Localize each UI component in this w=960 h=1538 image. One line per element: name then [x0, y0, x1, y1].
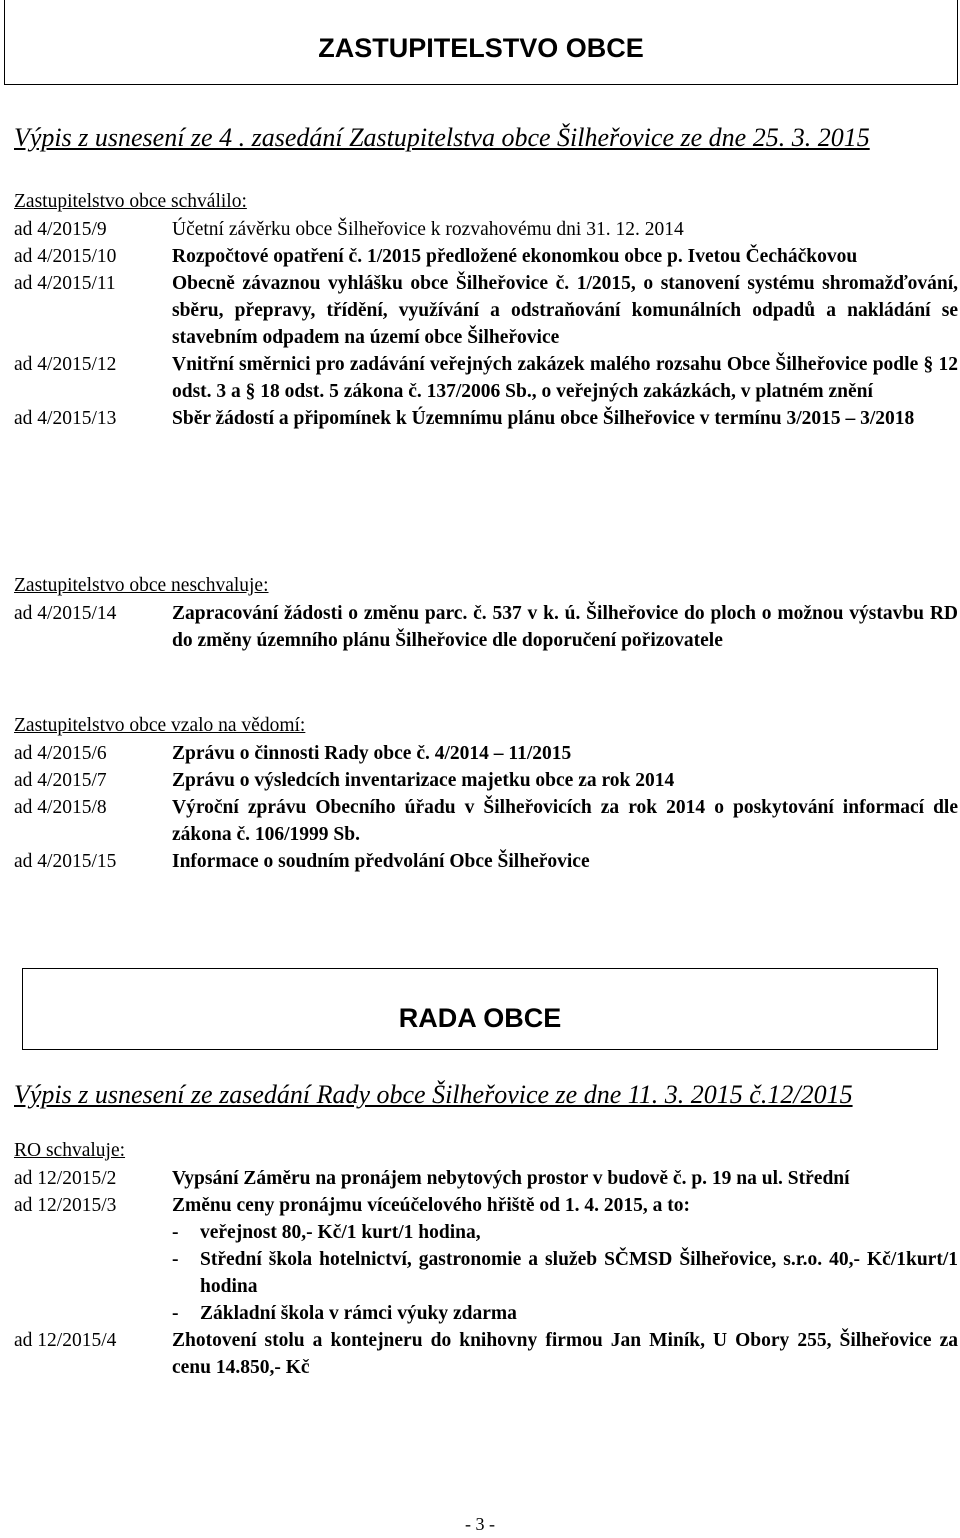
page-number: - 3 -	[465, 1514, 495, 1534]
resolution-body	[172, 1192, 958, 1327]
resolution-code: ad 12/2015/3	[14, 1195, 117, 1216]
resolution-text: Informace o soudním předvolání Obce Šilheřovice	[172, 851, 590, 872]
list-item	[172, 1300, 958, 1327]
resolution-text: Zhotovení stolu a kontejneru do knihovny firmou Jan Miník, U Obory 255, Šilheřovice za cenu 14.850,- Kč	[172, 1330, 958, 1378]
resolution-text: Výroční zprávu Obecního úřadu v Šilheřovicích za rok 2014 o poskytování informací dle zákona č. 106/1999 Sb.	[172, 797, 958, 845]
resolution-text: Účetní závěrku obce Šilheřovice k rozvahovému dni 31. 12. 2014	[172, 219, 684, 240]
resolution-row	[14, 848, 958, 875]
resolution-code: ad 4/2015/13	[14, 408, 117, 429]
dash-bullet: -	[172, 1222, 179, 1243]
section-approved	[14, 188, 958, 432]
resolution-text: Změnu ceny pronájmu víceúčelového hřiště od 1. 4. 2015, a to:	[172, 1195, 690, 1216]
council-title: ZASTUPITELSTVO OBCE	[318, 33, 644, 63]
resolution-text: Vnitřní směrnici pro zadávání veřejných zakázek malého rozsahu Obce Šilheřovice podle § 12 odst. 3 a § 18 odst. 5 zákona č. 137/2006 Sb., o veřejných zakázkách, v platném znění	[172, 354, 958, 402]
resolution-row	[14, 216, 958, 243]
council-heading: Výpis z usnesení ze 4 . zasedání Zastupitelstva obce Šilheřovice ze dne 25. 3. 2015	[14, 123, 870, 152]
section-noted	[14, 712, 958, 875]
resolution-row	[14, 243, 958, 270]
section-label: RO schvaluje:	[14, 1140, 126, 1161]
resolution-row	[14, 270, 958, 351]
board-title: RADA OBCE	[398, 1003, 562, 1033]
resolution-row	[14, 405, 958, 432]
resolution-code: ad 4/2015/15	[14, 851, 117, 872]
resolution-text: Zprávu o činnosti Rady obce č. 4/2014 – 11/2015	[172, 743, 572, 764]
board-title-box	[22, 968, 938, 1050]
resolution-code: ad 4/2015/14	[14, 603, 117, 624]
resolution-text: Vypsání Záměru na pronájem nebytových prostor v budově č. p. 19 na ul. Střední	[172, 1168, 850, 1189]
dash-bullet: -	[172, 1303, 179, 1324]
council-title-box	[4, 0, 958, 85]
resolution-code: ad 12/2015/4	[14, 1330, 117, 1351]
resolution-code: ad 4/2015/11	[14, 273, 116, 294]
resolution-row	[14, 1192, 958, 1327]
list-item	[172, 1219, 958, 1246]
resolution-text: Zapracování žádosti o změnu parc. č. 537 v k. ú. Šilheřovice do ploch o možnou výstavbu RD do změny územního plánu Šilheřovice dle doporučení pořizovatele	[172, 603, 958, 651]
resolution-code: ad 4/2015/7	[14, 770, 107, 791]
resolution-text: Zprávu o výsledcích inventarizace majetku obce za rok 2014	[172, 770, 675, 791]
section-label: Zastupitelstvo obce schválilo:	[14, 191, 247, 212]
section-label: Zastupitelstvo obce neschvaluje:	[14, 575, 269, 596]
resolution-code: ad 4/2015/8	[14, 797, 107, 818]
section-label: Zastupitelstvo obce vzalo na vědomí:	[14, 715, 306, 736]
resolution-row	[14, 351, 958, 405]
section-rejected	[14, 572, 958, 654]
resolution-text: Obecně závaznou vyhlášku obce Šilheřovice č. 1/2015, o stanovení systému shromažďování, sběru, přepravy, třídění, využívání a odstraňování komunálních odpadů a nakládání se stavebním odpadem na území obce Šilheřovice	[172, 273, 958, 348]
resolution-text: Sběr žádostí a připomínek k Územnímu plánu obce Šilheřovice v termínu 3/2015 – 3/2018	[172, 408, 915, 429]
resolution-row	[14, 600, 958, 654]
dash-bullet: -	[172, 1249, 179, 1270]
board-heading: Výpis z usnesení ze zasedání Rady obce Šilheřovice ze dne 11. 3. 2015 č.12/2015	[14, 1080, 853, 1109]
resolution-row	[14, 1327, 958, 1381]
resolution-code: ad 4/2015/10	[14, 246, 117, 267]
resolution-code: ad 4/2015/12	[14, 354, 117, 375]
list-item-text: Střední škola hotelnictví, gastronomie a služeb SČMSD Šilheřovice, s.r.o. 40,- Kč/1kurt/1 hodina	[200, 1249, 958, 1297]
resolution-code: ad 12/2015/2	[14, 1168, 117, 1189]
resolution-row	[14, 767, 958, 794]
resolution-row	[14, 794, 958, 848]
list-item-text: veřejnost 80,- Kč/1 kurt/1 hodina,	[200, 1222, 481, 1243]
list-item-text: Základní škola v rámci výuky zdarma	[200, 1303, 517, 1324]
resolution-code: ad 4/2015/9	[14, 219, 107, 240]
section-board-approved	[14, 1137, 958, 1381]
resolution-row	[14, 740, 958, 767]
resolution-code: ad 4/2015/6	[14, 743, 107, 764]
list-item	[172, 1246, 958, 1300]
resolution-text: Rozpočtové opatření č. 1/2015 předložené ekonomkou obce p. Ivetou Čecháčkovou	[172, 246, 858, 267]
resolution-row	[14, 1165, 958, 1192]
